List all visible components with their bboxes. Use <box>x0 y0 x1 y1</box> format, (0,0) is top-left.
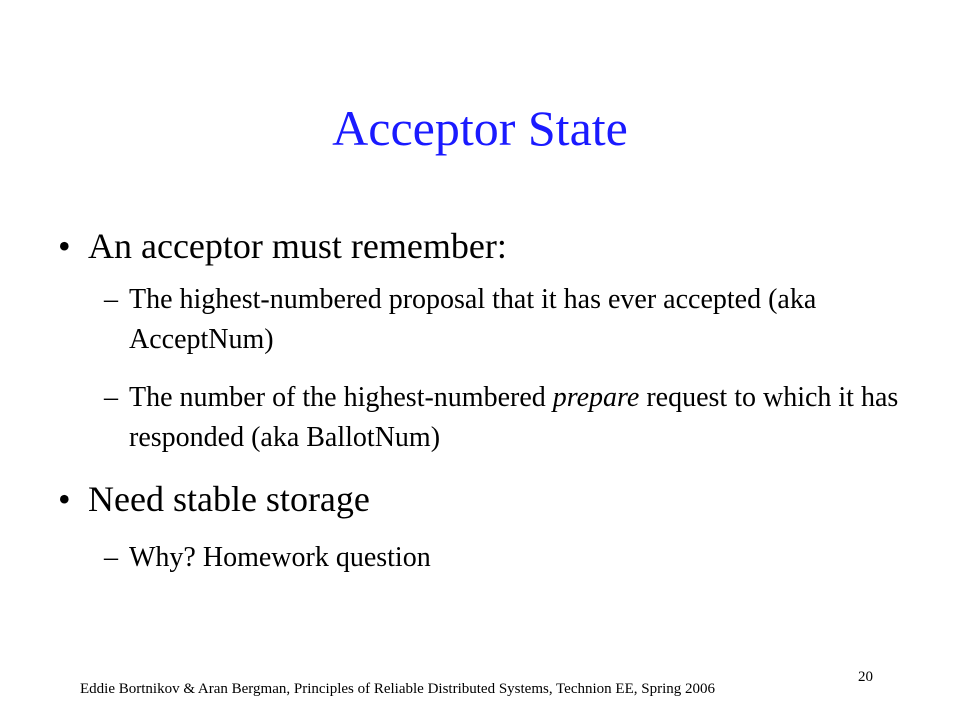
sub-bullet-text-part: The number of the highest-numbered <box>129 382 553 413</box>
bullet-marker: • <box>58 226 71 266</box>
bullet-text: Need stable storage <box>88 479 370 519</box>
footer-text: Eddie Bortnikov & Aran Bergman, Principles of Reliable Distributed Systems, Technion EE, Spring 2006 <box>80 681 715 697</box>
sub-bullet-text <box>129 378 904 458</box>
sub-bullet-marker: – <box>104 382 118 413</box>
sub-bullet-item <box>104 378 904 458</box>
sub-bullet-marker: – <box>104 284 118 315</box>
bullet-text: An acceptor must remember: <box>88 226 507 266</box>
bullet-marker: • <box>58 479 71 519</box>
emphasized-word: prepare <box>552 382 640 413</box>
sub-bullet-text-part: request to which it has responded (aka BallotNum) <box>129 382 899 453</box>
slide-footer <box>80 680 715 698</box>
sub-bullet-text-part: Why? Homework question <box>129 542 431 573</box>
sub-bullet-marker: – <box>104 542 118 573</box>
sub-bullet-text <box>129 538 904 578</box>
sub-bullet-item <box>104 538 904 578</box>
sub-bullet-text-part: The highest-numbered proposal that it has ever accepted (aka AcceptNum) <box>129 284 817 355</box>
sub-bullet-item <box>104 280 904 360</box>
page-number: 20 <box>858 669 873 685</box>
sub-bullet-text <box>129 280 904 360</box>
slide-title: Acceptor State <box>332 100 628 156</box>
